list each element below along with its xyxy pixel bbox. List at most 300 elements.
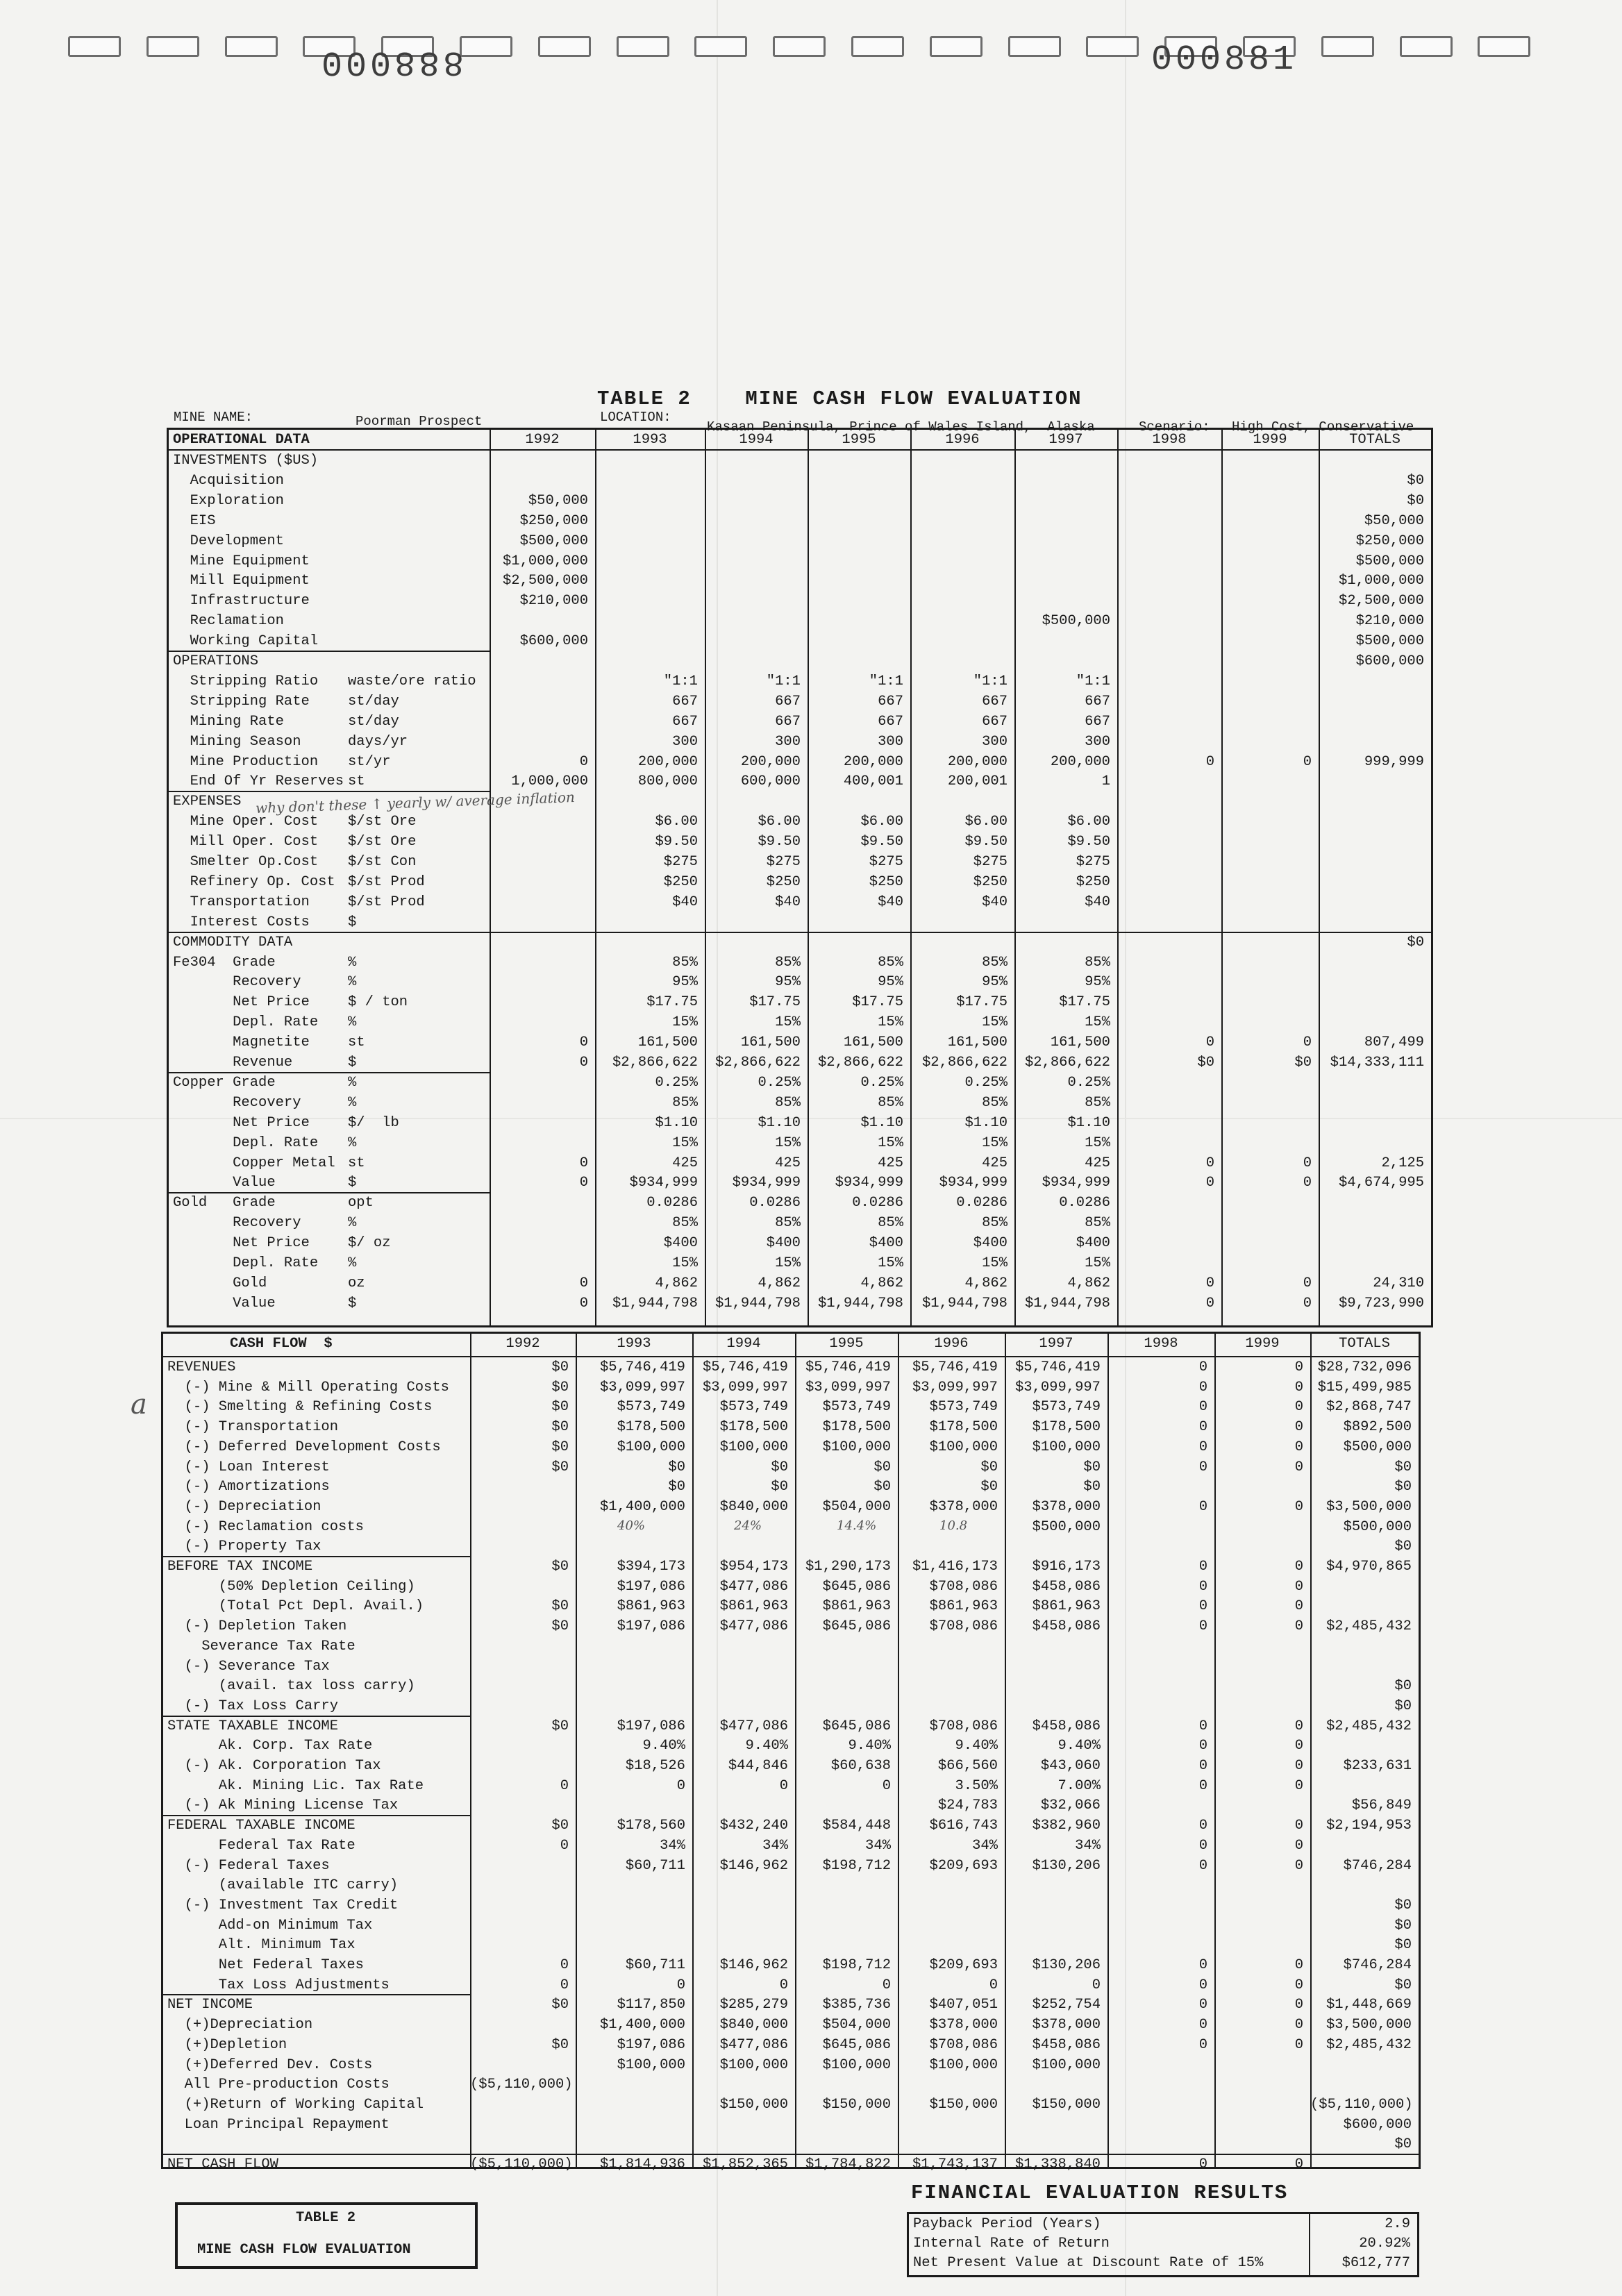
row-unit: $/ oz [348, 1235, 391, 1252]
handwritten-note: why don't these ↑ yearly w/ average inflation [255, 788, 576, 817]
row-value: $0 [668, 1459, 685, 1475]
row-value: 200,001 [947, 773, 1008, 790]
row-value: ($5,110,000) [1310, 2096, 1413, 2113]
row-value: 15% [878, 1255, 903, 1271]
row-value: $250 [1076, 873, 1110, 890]
row-value: $0 [1407, 492, 1424, 509]
row-label: Refinery Op. Cost [173, 873, 335, 890]
row-value: $40 [878, 894, 903, 910]
row-unit: % [348, 1255, 357, 1271]
row-value: 0 [1198, 1857, 1207, 1874]
row-value: $3,500,000 [1326, 2017, 1412, 2034]
row-value: $0 [1083, 1459, 1101, 1475]
row-value: $9,723,990 [1338, 1295, 1424, 1312]
row-value: 667 [775, 713, 801, 730]
row-value: 0 [1294, 1598, 1303, 1615]
row-value: $275 [973, 854, 1008, 870]
row-value: $50,000 [1364, 512, 1424, 529]
row-value: $708,086 [929, 2036, 998, 2053]
row-value: 0 [1303, 1155, 1312, 1171]
mine-name-value: Poorman Prospect [356, 414, 483, 429]
row-value: $1,944,798 [714, 1295, 801, 1312]
row-value: $432,240 [719, 1818, 788, 1834]
row-value: $250 [869, 873, 903, 890]
row-label: Gold Grade [173, 1195, 276, 1212]
row-label: Ak. Mining Lic. Tax Rate [167, 1777, 424, 1794]
row-value: 0 [1294, 1559, 1303, 1575]
row-value: $40 [982, 894, 1008, 910]
row-value: $17.75 [749, 994, 801, 1011]
row-value: $3,099,997 [1014, 1379, 1101, 1396]
row-value: $0 [1407, 472, 1424, 489]
row-value: 15% [982, 1255, 1008, 1271]
row-unit: $/ lb [348, 1114, 399, 1131]
row-value: $0 [668, 1479, 685, 1495]
row-value: 0 [1294, 1997, 1303, 2013]
row-value: $394,173 [617, 1559, 685, 1575]
row-unit: % [348, 1134, 357, 1151]
row-value: 0 [1198, 1818, 1207, 1834]
row-label: (-) Federal Taxes [167, 1857, 330, 1874]
row-label: (avail. tax loss carry) [167, 1678, 415, 1695]
row-value: 0 [1205, 1295, 1214, 1312]
row-value: $2,194,953 [1326, 1818, 1412, 1834]
row-value: 0.25% [860, 1074, 903, 1091]
row-value: $6.00 [758, 814, 801, 830]
row-value: 24,310 [1373, 1275, 1424, 1291]
row-label: (-) Loan Interest [167, 1459, 330, 1475]
row-value: 15% [672, 1134, 698, 1151]
row-value: 0 [882, 1977, 891, 1993]
row-value: $645,086 [822, 1578, 891, 1595]
row-value: $2,485,432 [1326, 1718, 1412, 1734]
row-value: $477,086 [719, 1578, 788, 1595]
row-value: 667 [878, 693, 903, 710]
row-label: Transportation [173, 894, 310, 910]
row-value: 425 [775, 1155, 801, 1171]
row-value: $0 [1294, 1055, 1312, 1071]
financial-result-value: 2.9 [1385, 2216, 1410, 2232]
financial-result-label: Payback Period (Years) [913, 2216, 1101, 2232]
row-unit: opt [348, 1195, 374, 1212]
row-value: 0 [1294, 1439, 1303, 1455]
row-value: 999,999 [1364, 753, 1424, 770]
financial-result-label: Net Present Value at Discount Rate of 15% [913, 2255, 1264, 2271]
row-value: 0 [1198, 1758, 1207, 1774]
row-value: $746,284 [1343, 1957, 1412, 1973]
row-value: $2,866,622 [612, 1055, 698, 1071]
row-value: $0 [551, 1359, 569, 1375]
row-value: $0 [873, 1459, 891, 1475]
row-value: 15% [775, 1134, 801, 1151]
row-value: $2,866,622 [1024, 1055, 1110, 1071]
row-value: $209,693 [929, 1857, 998, 1874]
row-value: $0 [1394, 1698, 1412, 1714]
row-value: $0 [551, 1598, 569, 1615]
row-value: $66,560 [937, 1758, 998, 1774]
row-value: $861,963 [1032, 1598, 1101, 1615]
row-value: $1,416,173 [912, 1559, 998, 1575]
row-value: 667 [1085, 713, 1110, 730]
row-value: $0 [551, 1399, 569, 1416]
punch-hole [851, 36, 904, 57]
year-header: 1999 [1253, 432, 1287, 448]
row-value: $573,749 [822, 1399, 891, 1416]
section-rule [169, 932, 1431, 933]
row-value: $458,086 [1032, 1618, 1101, 1635]
row-unit: % [348, 1094, 357, 1111]
row-label: (-) Ak. Corporation Tax [167, 1758, 381, 1774]
row-label: Interest Costs [173, 914, 310, 930]
row-label: (+)Deferred Dev. Costs [167, 2056, 373, 2073]
row-value: 200,000 [947, 753, 1008, 770]
row-value: $150,000 [929, 2096, 998, 2113]
row-label: (50% Depletion Ceiling) [167, 1578, 415, 1595]
row-value: "1:1 [663, 673, 698, 689]
row-value: $178,500 [1032, 1419, 1101, 1436]
row-value: $3,099,997 [599, 1379, 685, 1396]
row-value: 0 [1198, 1777, 1207, 1794]
punch-hole [460, 36, 512, 57]
row-value: $150,000 [1032, 2096, 1101, 2113]
row-label: Fe304 Grade [173, 954, 276, 971]
row-value: 95% [775, 974, 801, 991]
row-label: INVESTMENTS ($US) [173, 453, 319, 469]
financial-results-table [907, 2212, 1419, 2277]
row-value: $708,086 [929, 1718, 998, 1734]
row-value: 667 [982, 713, 1008, 730]
row-label: (-) Smelting & Refining Costs [167, 1399, 433, 1416]
row-value: $100,000 [822, 1439, 891, 1455]
row-value: 0 [1294, 1498, 1303, 1515]
row-value: 0 [1303, 753, 1312, 770]
row-value: 0 [1294, 1419, 1303, 1436]
row-value: $500,000 [519, 533, 588, 549]
table-header-label: CASH FLOW $ [230, 1336, 333, 1352]
row-value: 34% [1075, 1837, 1101, 1854]
row-value: $0 [551, 1419, 569, 1436]
row-value: 0 [579, 1055, 588, 1071]
row-label: (-) Depreciation [167, 1498, 321, 1515]
column-rule [1309, 2214, 1310, 2275]
row-value: 0 [1303, 1175, 1312, 1191]
row-label: Gold [173, 1275, 267, 1291]
row-value: $3,099,997 [805, 1379, 891, 1396]
row-value: $500,000 [1343, 1439, 1412, 1455]
section-rule [169, 1192, 490, 1193]
row-value: 0.0286 [1059, 1195, 1110, 1212]
row-label: Revenue [173, 1055, 293, 1071]
row-value: $100,000 [719, 2056, 788, 2073]
row-unit: $/st Prod [348, 894, 425, 910]
row-value: 85% [982, 1094, 1008, 1111]
year-header: 1998 [1152, 432, 1187, 448]
row-value: $0 [1394, 1678, 1412, 1695]
row-value: $861,963 [617, 1598, 685, 1615]
handwritten-depreciation-mark: 24% [734, 1518, 762, 1533]
row-label: Tax Loss Adjustments [167, 1977, 390, 1993]
row-value: 0 [1198, 1957, 1207, 1973]
row-value: 0 [1205, 753, 1214, 770]
row-value: $14,333,111 [1330, 1055, 1424, 1071]
row-value: 0 [1294, 1837, 1303, 1854]
row-value: $1,944,798 [921, 1295, 1008, 1312]
row-value: $477,086 [719, 1618, 788, 1635]
row-value: $28,732,096 [1317, 1359, 1412, 1375]
row-value: 667 [982, 693, 1008, 710]
row-value: $861,963 [719, 1598, 788, 1615]
row-value: 0 [779, 1977, 788, 1993]
row-label: Severance Tax Rate [167, 1638, 356, 1654]
row-value: $1,400,000 [599, 2017, 685, 2034]
row-value: 600,000 [740, 773, 801, 790]
row-value: 85% [1085, 1094, 1110, 1111]
row-value: $210,000 [519, 593, 588, 610]
row-value: $400 [766, 1235, 801, 1252]
row-label: Mining Rate [173, 713, 284, 730]
row-value: 0.0286 [956, 1195, 1008, 1212]
row-label: Infrastructure [173, 593, 310, 610]
row-value: 34% [972, 1837, 998, 1854]
section-rule [163, 1716, 470, 1717]
row-value: $746,284 [1343, 1857, 1412, 1874]
row-value: 667 [775, 693, 801, 710]
punch-holes [68, 36, 1526, 60]
year-header: TOTALS [1339, 1336, 1390, 1352]
year-header: 1993 [633, 432, 667, 448]
table-label-line1: TABLE 2 [296, 2210, 356, 2226]
row-value: 0 [579, 1155, 588, 1171]
row-unit: st [348, 773, 365, 790]
row-value: $56,849 [1351, 1798, 1412, 1814]
row-label: (+)Depreciation [167, 2017, 313, 2034]
row-value: 0 [1198, 1718, 1207, 1734]
row-value: 0 [1198, 1598, 1207, 1615]
row-label: Depl. Rate [173, 1014, 319, 1031]
section-rule [163, 1994, 470, 1995]
row-value: $0 [551, 1559, 569, 1575]
year-header: 1992 [525, 432, 560, 448]
row-label: EIS [173, 512, 216, 529]
punch-hole [68, 36, 121, 57]
row-label: (-) Mine & Mill Operating Costs [167, 1379, 449, 1396]
row-value: $198,712 [822, 1857, 891, 1874]
financial-result-value: 20.92% [1359, 2236, 1410, 2252]
row-unit: $ [348, 1175, 357, 1191]
row-value: $50,000 [528, 492, 588, 509]
row-value: 0 [1294, 1379, 1303, 1396]
row-label: Add-on Minimum Tax [167, 1917, 373, 1934]
row-unit: oz [348, 1275, 365, 1291]
row-unit: % [348, 1074, 357, 1091]
row-label: (-) Tax Loss Carry [167, 1698, 339, 1714]
row-label: NET CASH FLOW [167, 2156, 278, 2172]
section-rule [163, 1815, 470, 1816]
row-value: $1.10 [655, 1114, 698, 1131]
row-value: 85% [672, 1094, 698, 1111]
row-value: $6.00 [1067, 814, 1110, 830]
row-value: $0 [551, 1379, 569, 1396]
row-value: $0 [551, 1718, 569, 1734]
punch-hole [773, 36, 826, 57]
punch-hole [1008, 36, 1061, 57]
row-value: $1,000,000 [1338, 573, 1424, 589]
row-value: $233,631 [1343, 1758, 1412, 1774]
row-value: $198,712 [822, 1957, 891, 1973]
row-label: (-) Depletion Taken [167, 1618, 347, 1635]
mine-name-label: MINE NAME: [174, 410, 253, 425]
row-value: 161,500 [637, 1034, 698, 1051]
row-value: $5,746,419 [912, 1359, 998, 1375]
row-value: 85% [878, 954, 903, 971]
row-value: $1.10 [860, 1114, 903, 1131]
cash-flow-table [161, 1332, 1421, 2172]
row-label: (+)Return of Working Capital [167, 2096, 424, 2113]
row-value: 3.50% [955, 1777, 998, 1794]
row-value: $60,638 [830, 1758, 891, 1774]
row-value: $400 [869, 1235, 903, 1252]
row-value: $275 [663, 854, 698, 870]
row-label: STATE TAXABLE INCOME [167, 1718, 339, 1734]
row-value: $500,000 [1032, 1518, 1101, 1535]
row-value: 0 [1294, 1777, 1303, 1794]
handwritten-depreciation-mark: 14.4% [837, 1518, 877, 1533]
year-header: 1996 [934, 1336, 969, 1352]
row-label: (-) Reclamation costs [167, 1518, 364, 1535]
row-unit: st/day [348, 713, 399, 730]
row-value: 15% [775, 1255, 801, 1271]
row-value: 4,862 [964, 1275, 1008, 1291]
row-value: $250 [766, 873, 801, 890]
row-value: 0 [676, 1777, 685, 1794]
row-value: $6.00 [655, 814, 698, 830]
row-value: $5,746,419 [1014, 1359, 1101, 1375]
scenario-label: Scenario: [1139, 419, 1210, 435]
row-value: "1:1 [869, 673, 903, 689]
row-label: Loan Principal Repayment [167, 2116, 390, 2133]
row-value: 200,000 [843, 753, 903, 770]
row-value: 0 [1294, 1857, 1303, 1874]
row-value: 0 [579, 753, 588, 770]
row-value: $2,485,432 [1326, 2036, 1412, 2053]
row-value: $1.10 [758, 1114, 801, 1131]
row-value: $934,999 [629, 1175, 698, 1191]
row-value: 85% [672, 954, 698, 971]
row-value: 161,500 [1050, 1034, 1110, 1051]
row-unit: days/yr [348, 733, 408, 750]
row-label: (+)Depletion [167, 2036, 287, 2053]
row-value: $708,086 [929, 1618, 998, 1635]
row-value: 0 [1198, 1997, 1207, 2013]
row-label: COMMODITY DATA [173, 934, 293, 950]
row-label: Mill Oper. Cost [173, 834, 319, 850]
row-unit: $ [348, 914, 357, 930]
row-value: $0 [771, 1479, 788, 1495]
row-value: $9.50 [860, 834, 903, 850]
row-value: 0 [1205, 1155, 1214, 1171]
row-value: $100,000 [929, 2056, 998, 2073]
location-value: Kasaan Peninsula, Prince of Wales Island, Alaska [707, 419, 1095, 435]
year-header: 1992 [505, 1336, 540, 1352]
row-value: $1,000,000 [502, 553, 588, 569]
row-value: $500,000 [1343, 1518, 1412, 1535]
row-value: $573,749 [1032, 1399, 1101, 1416]
row-value: $1,743,137 [912, 2156, 998, 2172]
row-value: $0 [1407, 934, 1424, 950]
row-label: Copper Grade [173, 1074, 276, 1091]
financial-result-value: $612,777 [1341, 2255, 1410, 2271]
row-value: $500,000 [1355, 633, 1424, 650]
row-value: 15% [982, 1134, 1008, 1151]
row-label: Acquisition [173, 472, 284, 489]
row-value: $4,970,865 [1326, 1559, 1412, 1575]
row-value: $1,944,798 [1024, 1295, 1110, 1312]
row-value: 0 [1198, 1399, 1207, 1416]
row-value: 0.25% [655, 1074, 698, 1091]
row-value: $130,206 [1032, 1857, 1101, 1874]
row-value: $1,338,840 [1014, 2156, 1101, 2172]
row-value: 667 [672, 693, 698, 710]
row-value: 0 [1294, 2156, 1303, 2172]
row-value: $840,000 [719, 1498, 788, 1515]
row-value: $600,000 [1343, 2116, 1412, 2133]
row-value: $1,944,798 [612, 1295, 698, 1312]
row-value: 85% [775, 1094, 801, 1111]
handwritten-depreciation-mark: 10.8 [939, 1518, 968, 1533]
row-value: $197,086 [617, 1618, 685, 1635]
row-value: 0 [1294, 1359, 1303, 1375]
row-value: 9.40% [848, 1738, 891, 1754]
section-rule [169, 791, 490, 792]
row-value: $458,086 [1032, 1718, 1101, 1734]
row-value: $44,846 [728, 1758, 788, 1774]
row-value: $17.75 [646, 994, 698, 1011]
row-value: 0.25% [964, 1074, 1008, 1091]
row-value: 0 [1205, 1175, 1214, 1191]
row-value: $0 [551, 2036, 569, 2053]
section-rule [163, 1556, 470, 1557]
row-value: $9.50 [655, 834, 698, 850]
row-value: 667 [672, 713, 698, 730]
punch-hole [617, 36, 669, 57]
financial-results-title: FINANCIAL EVALUATION RESULTS [911, 2181, 1289, 2204]
row-value: 34% [762, 1837, 788, 1854]
row-value: $100,000 [617, 2056, 685, 2073]
row-value: 0.25% [758, 1074, 801, 1091]
row-value: $0 [1394, 1479, 1412, 1495]
row-label: Federal Tax Rate [167, 1837, 356, 1854]
table-label-line2: MINE CASH FLOW EVALUATION [197, 2242, 411, 2258]
row-value: $916,173 [1032, 1559, 1101, 1575]
row-value: $892,500 [1343, 1419, 1412, 1436]
row-value: $573,749 [929, 1399, 998, 1416]
row-value: $573,749 [617, 1399, 685, 1416]
row-value: 0.0286 [749, 1195, 801, 1212]
row-value: 425 [1085, 1155, 1110, 1171]
row-value: $5,746,419 [702, 1359, 788, 1375]
row-unit: $/st Prod [348, 873, 425, 890]
row-value: $0 [771, 1459, 788, 1475]
row-value: 0 [560, 1977, 569, 1993]
row-value: $0 [1394, 1897, 1412, 1913]
year-header: 1996 [945, 432, 980, 448]
handwritten-depreciation-mark: 40% [617, 1518, 646, 1533]
row-label: NET INCOME [167, 1997, 253, 2013]
row-value: $275 [869, 854, 903, 870]
row-value: 200,000 [1050, 753, 1110, 770]
row-value: 34% [865, 1837, 891, 1854]
row-value: $2,868,747 [1326, 1399, 1412, 1416]
